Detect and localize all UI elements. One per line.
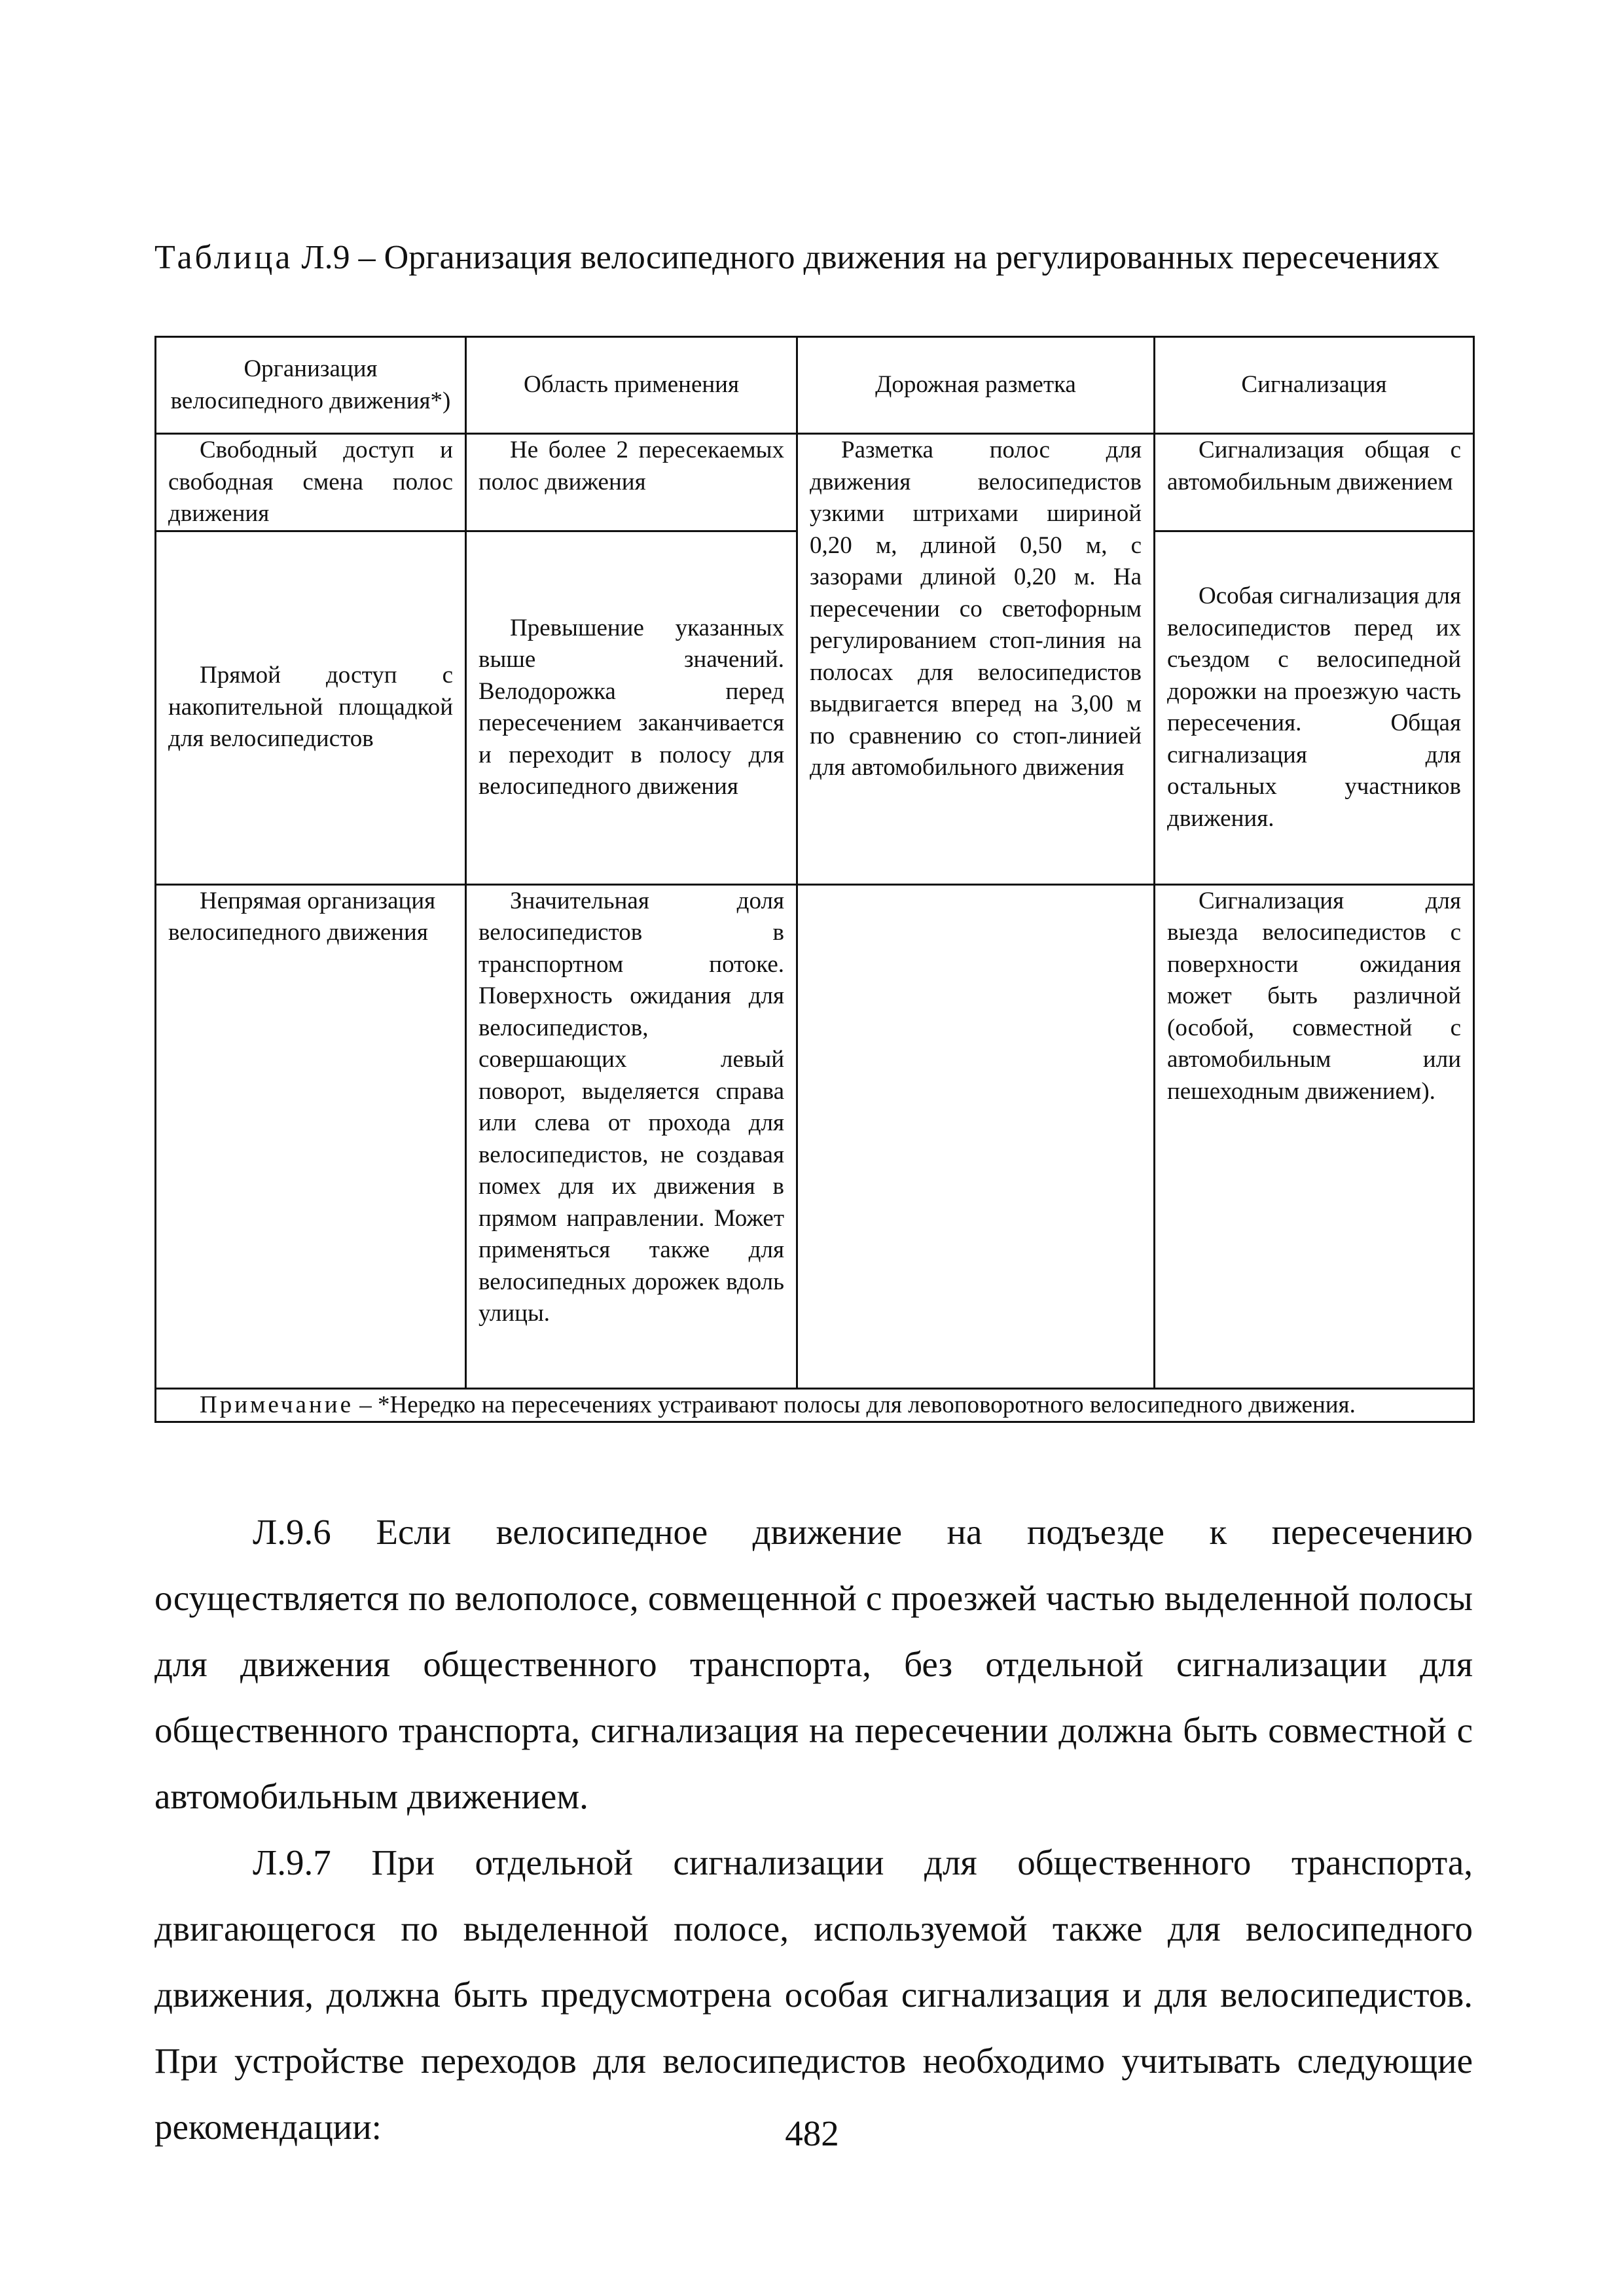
table-row bbox=[156, 884, 1474, 1388]
table-note-row bbox=[156, 1388, 1474, 1422]
header-marking: Дорожная разметка bbox=[797, 337, 1155, 434]
table-row bbox=[156, 434, 1474, 531]
header-signal: Сигнализация bbox=[1155, 337, 1474, 434]
caption-label: Таблица bbox=[154, 239, 293, 276]
cell-marking-merged: Разметка полос для движения велосипедистов узкими штрихами шириной 0,20 м, длиной 0,50 м, с зазорами длиной 0,20 м. На пересечении со светофорным регулированием стоп-линия на полосах для велосипедистов выдвигается вперед на 3,00 м по сравнению со стоп-линией для автомобильного движения bbox=[797, 434, 1155, 885]
cell-signal: Сигнализация для выезда велосипедистов с поверхности ожидания может быть различной (особой, совместной с автомобильным или пешеходным движением). bbox=[1155, 884, 1474, 1388]
note-label: Примечание bbox=[200, 1391, 353, 1418]
cell-organization: Свободный доступ и свободная смена полос движения bbox=[156, 434, 466, 531]
body-text bbox=[154, 1499, 1473, 2160]
cell-organization: Непрямая организация велосипедного движения bbox=[156, 884, 466, 1388]
header-organization: Организация велосипедного движения*) bbox=[156, 337, 466, 434]
cell-signal: Особая сигнализация для велосипедистов перед их съездом с велосипедной дорожки на проезжую часть пересечения. Общая сигнализация для остальных участников движения. bbox=[1155, 531, 1474, 884]
cell-area: Не более 2 пересекаемых полос движения bbox=[466, 434, 797, 531]
cell-area: Превышение указанных выше значений. Велодорожка перед пересечением заканчивается и переходит в полосу для велосипедного движения bbox=[466, 531, 797, 884]
page-number: 482 bbox=[785, 2113, 839, 2153]
cell-signal: Сигнализация общая с автомобильным движением bbox=[1155, 434, 1474, 531]
cell-organization: Прямой доступ с накопительной площадкой для велосипедистов bbox=[156, 531, 466, 884]
paragraph-l-9-7: Л.9.7 При отдельной сигнализации для общественного транспорта, двигающегося по выделенной полосе, используемой также для велосипедного движения, должна быть предусмотрена особая сигнализация и для велосипедистов. При устройстве переходов для велосипедистов необходимо учитывать следующие рекомендации: bbox=[154, 1842, 1473, 2147]
cell-area: Значительная доля велосипедистов в транспортном потоке. Поверхность ожидания для велосипедистов, совершающих левый поворот, выделяется справа или слева от прохода для велосипедистов, не создавая помех для их движения в прямом направлении. Может применяться также для велосипедных дорожек вдоль улицы. bbox=[466, 884, 797, 1388]
cell-marking-empty bbox=[797, 884, 1155, 1388]
paragraph-l-9-6: Л.9.6 Если велосипедное движение на подъезде к пересечению осуществляется по велополосе, совмещенной с проезжей частью выделенной полосы для движения общественного транспорта, без отдельной сигнализации для общественного транспорта, сигнализация на пересечении должна быть совместной с автомобильным движением. bbox=[154, 1512, 1473, 1816]
note-text: – *Нередко на пересечениях устраивают полосы для левоповоротного велосипедного движения. bbox=[353, 1391, 1356, 1418]
table-caption bbox=[154, 233, 1473, 283]
cycling-organization-table bbox=[154, 336, 1475, 1423]
header-area: Область применения bbox=[466, 337, 797, 434]
table-header-row bbox=[156, 337, 1474, 434]
caption-text: Л.9 – Организация велосипедного движения на регулированных пересечениях bbox=[293, 239, 1440, 276]
table-note bbox=[156, 1388, 1474, 1422]
